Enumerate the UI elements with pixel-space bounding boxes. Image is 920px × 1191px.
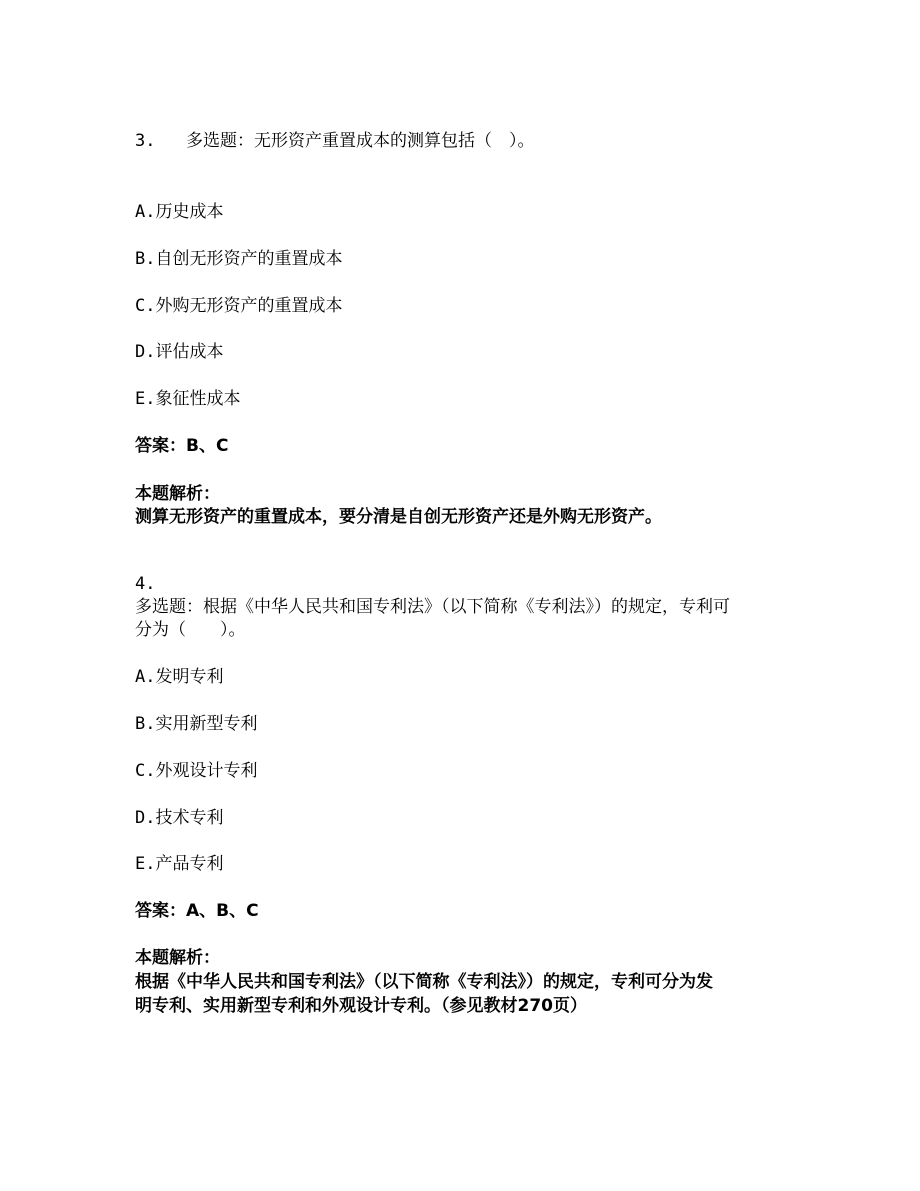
analysis-text: 测算无形资产的重置成本，要分清是自创无形资产还是外购无形资产。: [135, 507, 662, 527]
question-number: 4.: [135, 574, 156, 594]
analysis-text-line-1: 根据《中华人民共和国专利法》（以下简称《专利法》）的规定，专利可分为发: [135, 972, 713, 992]
analysis-label: 本题解析：: [135, 484, 220, 504]
option-b: B.实用新型专利: [135, 714, 258, 734]
answer: 答案：A、B、C: [135, 901, 259, 921]
option-d: D.技术专利: [135, 808, 224, 828]
option-a: A.发明专利: [135, 667, 224, 687]
option-d: D.评估成本: [135, 342, 224, 362]
option-a: A.历史成本: [135, 202, 224, 222]
question-stem-line-1: 多选题：根据《中华人民共和国专利法》（以下简称《专利法》）的规定，专利可: [135, 597, 730, 617]
option-e: E.象征性成本: [135, 389, 241, 409]
option-c: C.外购无形资产的重置成本: [135, 296, 343, 316]
question-number: 3.: [135, 131, 156, 151]
question-stem-line-2: 分为（ ）。: [135, 620, 246, 640]
option-b: B.自创无形资产的重置成本: [135, 249, 343, 269]
analysis-label: 本题解析：: [135, 948, 220, 968]
option-e: E.产品专利: [135, 854, 224, 874]
question-stem: 多选题：无形资产重置成本的测算包括（ ）。: [185, 131, 535, 151]
question-3-header: [135, 130, 534, 152]
option-c: C.外观设计专利: [135, 761, 258, 781]
analysis-text-line-2: 明专利、实用新型专利和外观设计专利。（参见教材270页）: [135, 996, 587, 1016]
answer: 答案：B、C: [135, 436, 229, 456]
